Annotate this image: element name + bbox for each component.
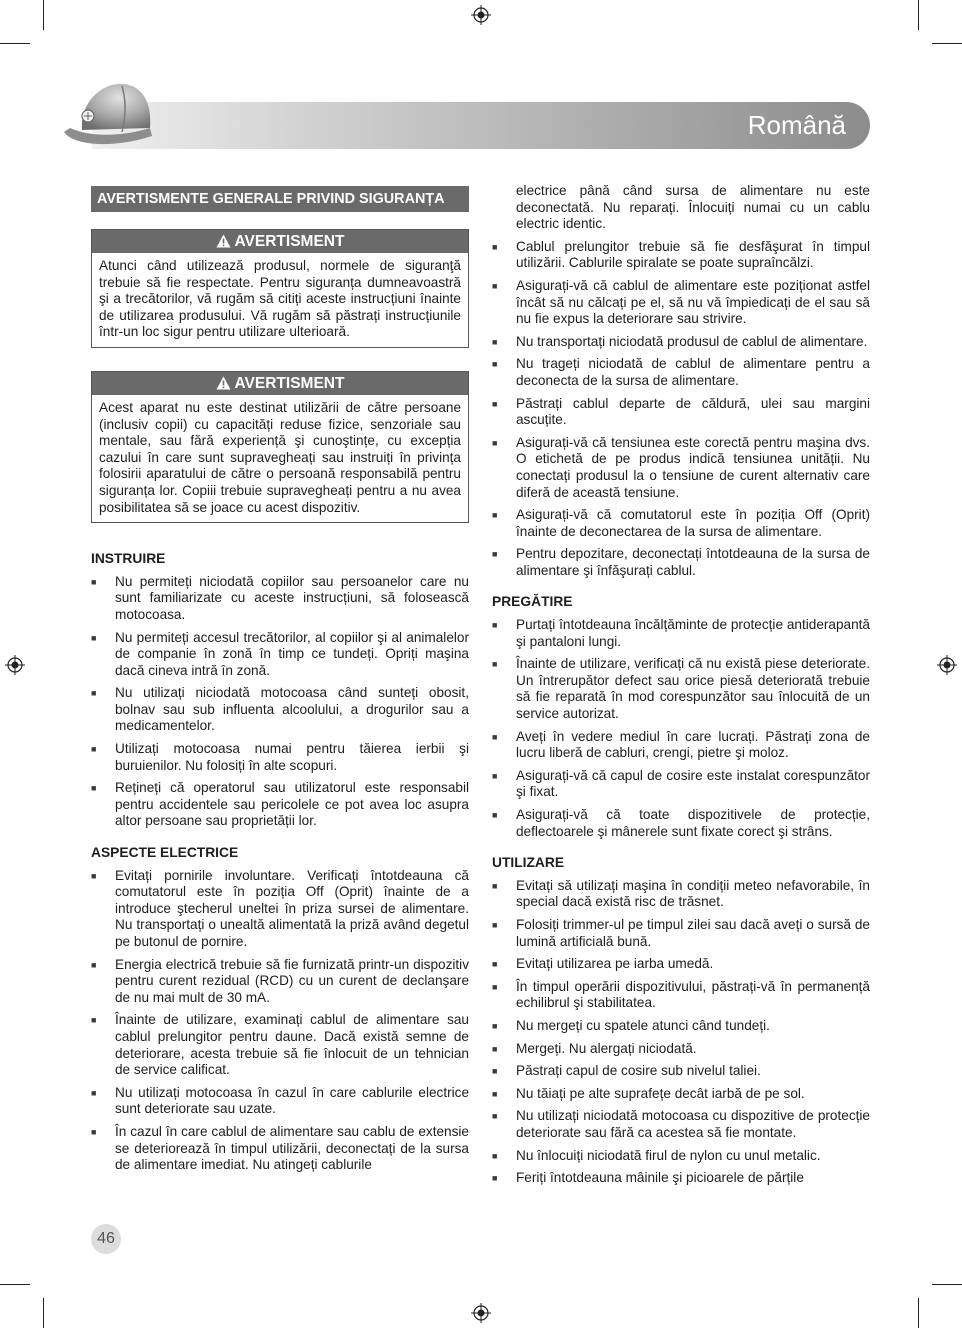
list-item: ■ Nu permiteți niciodată copiilor sau persoanelor care nu sunt familiarizate cu aceste instrucțiuni, să folosească motocoasa. (91, 574, 469, 624)
list-item: ■ Asigurați-vă că toate dispozitivele de protecție, deflectoarele şi mânerele sunt fixate corect şi strâns. (492, 807, 870, 840)
list-item: ■ Evitați utilizarea pe iarba umedă. (492, 956, 870, 973)
list-item: ■ Nu tăiați pe alte suprafețe decât iarbă de pe sol. (492, 1086, 870, 1103)
crop-mark (43, 1298, 44, 1328)
warning-header (92, 372, 468, 395)
warning-text: Acest aparat nu este destinat utilizării de către persoane (inclusiv copii) cu capacități reduse fizice, senzoriale sau mentale, sau fără experiență şi cunoştințe, cu excepția cazului în care sunt supravegheați sau instruiți în privința folosirii aparatului de către o persoană responsabilă pentru siguranța lor. Copiii trebuie supravegheați pentru a nu avea posibilitatea să se joace cu acest dispozitiv. (99, 399, 461, 515)
warning-header (92, 230, 468, 253)
registration-mark-icon (471, 5, 491, 25)
list-item: ■ Nu mergeți cu spatele atunci când tundeți. (492, 1018, 870, 1035)
crop-mark (932, 1284, 962, 1285)
list-item: ■ Nu permiteți accesul trecătorilor, al copiilor şi al animalelor de companie în zonă în timp ce tundeți. Opriți maşina dacă cineva intră în zonă. (91, 630, 469, 680)
list-item: ■ Utilizați motocoasa numai pentru tăierea ierbii şi buruienilor. Nu folosiți în alte scopuri. (91, 741, 469, 774)
list-item: ■ Asigurați-vă că cablul de alimentare este poziționat astfel încât să nu călcați pe el, să nu vă împiedicați de el sau să nu fie expus la deteriorare sau strivire. (492, 278, 870, 328)
pregatire-list (492, 617, 870, 840)
list-item: ■ Nu trageți niciodată de cablul de alimentare pentru a deconecta de la sursa de alimentare. (492, 356, 870, 389)
language-header-bar (92, 102, 870, 149)
language-title: Română (747, 110, 846, 140)
list-item: ■ Rețineți că operatorul sau utilizatorul este responsabil pentru accidentele sau pericolele ce pot avea loc asupra altor persoane sau proprietății lor. (91, 780, 469, 830)
list-item: ■ Feriți întotdeauna mâinile şi picioarele de părțile (492, 1170, 870, 1187)
list-item: ■ Energia electrică trebuie să fie furnizată printr-un dispozitiv pentru curent rezidual (RCD) cu un curent de declanşare de nu mai mult de 30 mA. (91, 957, 469, 1007)
heading-utilizare: UTILIZARE (492, 855, 565, 871)
page-number: 46 (91, 1224, 121, 1254)
list-item: ■ Pentru depozitare, deconectați întotdeauna de la sursa de alimentare şi înfăşurați cablul. (492, 546, 870, 579)
list-item: ■ Asigurați-vă că capul de cosire este instalat corespunzător şi fixat. (492, 768, 870, 801)
registration-mark-icon (937, 655, 957, 675)
heading-aspecte-electrice: ASPECTE ELECTRICE (91, 845, 239, 861)
list-item: ■ Folosiți trimmer-ul pe timpul zilei sau dacă aveți o sursă de lumină artificială bună. (492, 917, 870, 950)
heading-pregatire: PREGĂTIRE (492, 594, 573, 610)
warning-text: Atunci când utilizează produsul, normele de siguranţă trebuie să fie respectate. Pentru siguranța dumneavoastră şi a trecătorilor, vă rugăm să citiți aceste instrucțiuni înainte de utilizarea produsului. Vă rugăm să păstrați instrucțiunile într-un loc sigur pentru utilizare ulterioară. (99, 258, 461, 340)
electric-list (492, 239, 870, 580)
warning-title: AVERTISMENT (234, 374, 345, 392)
crop-mark (0, 43, 30, 44)
registration-mark-icon (5, 655, 25, 675)
list-item: ■ Nu transportați niciodată produsul de cablul de alimentare. (492, 334, 870, 351)
list-item: ■ Înainte de utilizare, examinați cablul de alimentare sau cablul prelungitor pentru daune. Dacă există semne de deteriorare, acesta trebuie să fie înlocuit de un tehnician de service calificat. (91, 1012, 469, 1078)
safety-helmet-icon (62, 76, 158, 152)
utilizare-list (492, 878, 870, 1187)
list-item: ■ Păstrați cablul departe de căldură, ulei sau margini ascuțite. (492, 396, 870, 429)
list-item: ■ Păstrați capul de cosire sub nivelul taliei. (492, 1063, 870, 1080)
list-item: ■ Asigurați-vă că tensiunea este corectă pentru maşina dvs. O etichetă de pe produs indică tensiunea unității. Nu conectați produsul la o tensiune de curent alternativ care diferă de această tensiune. (492, 435, 870, 501)
left-column (91, 186, 469, 1189)
list-item: ■ Purtați întotdeauna încălțăminte de protecție antiderapantă şi pantaloni lungi. (492, 617, 870, 650)
list-item: ■ În timpul operării dispozitivului, păstrați-vă în permanență echilibrul şi stabilitatea. (492, 979, 870, 1012)
warning-title: AVERTISMENT (234, 233, 345, 250)
list-item: ■ Asigurați-vă că comutatorul este în poziția Off (Oprit) înainte de deconectarea de la sursa de alimentare. (492, 507, 870, 540)
section-title-safety: AVERTISMENTE GENERALE PRIVIND SIGURANȚA (91, 186, 469, 212)
crop-mark (918, 1298, 919, 1328)
crop-mark (932, 43, 962, 44)
crop-mark (0, 1284, 30, 1285)
warning-box (91, 229, 469, 348)
list-item: ■ Mergeți. Nu alergați niciodată. (492, 1041, 870, 1058)
list-item: ■ Înainte de utilizare, verificați că nu există piese deteriorate. Un întrerupător defect sau orice piesă deteriorată trebuie să fie reparată în mod corespunzător sau înlocuită de un service autorizat. (492, 656, 870, 722)
list-item: ■ Nu utilizați niciodată motocoasa când sunteți obosit, bolnav sau sub influenta alcoolului, a drogurilor sau a medicamentelor. (91, 685, 469, 735)
warning-box (91, 371, 469, 523)
list-item: ■ Nu utilizați motocoasa în cazul în care cablurile electrice sunt deteriorate sau uzate. (91, 1085, 469, 1118)
aspecte-list (91, 868, 469, 1174)
warning-triangle-icon (216, 234, 231, 248)
list-item: ■ Cablul prelungitor trebuie să fie desfăşurat în timpul utilizării. Cablurile spiralate se poate supraîncălzi. (492, 239, 870, 272)
crop-mark (43, 0, 44, 30)
crop-mark (918, 0, 919, 30)
continuation-text: electrice până când sursa de alimentare nu este deconectată. Nu reparați. Înlocuiți numai cu un cablu electric identic. (516, 183, 870, 232)
list-item: ■ Evitați pornirile involuntare. Verificați întotdeauna că comutatorul este în poziția Off (Oprit) înainte de a introduce ştecherul uneltei în priza sursei de alimentare. Nu transportați o unealtă alimentată la priză având degetul pe butonul de pornire. (91, 868, 469, 951)
list-item: ■ În cazul în care cablul de alimentare sau cablu de extensie se deteriorează în timpul utilizării, deconectați de la sursa de alimentare imediat. Nu atingeți cablurile (91, 1124, 469, 1174)
list-item: ■ Nu utilizați niciodată motocoasa cu dispozitive de protecție deteriorate sau fără ca acestea să fie montate. (492, 1108, 870, 1141)
right-column (492, 183, 870, 1202)
heading-instruire: INSTRUIRE (91, 551, 166, 567)
warning-triangle-icon (216, 376, 231, 390)
instruire-list (91, 574, 469, 830)
list-item: ■ Evitați să utilizați maşina în condiții meteo nefavorabile, în special dacă există risc de trăsnet. (492, 878, 870, 911)
registration-mark-icon (471, 1303, 491, 1323)
list-item: ■ Aveți în vedere mediul în care lucrați. Păstrați zona de lucru liberă de cabluri, crengi, pietre şi moloz. (492, 729, 870, 762)
list-item: ■ Nu înlocuiți niciodată firul de nylon cu unul metalic. (492, 1148, 870, 1165)
